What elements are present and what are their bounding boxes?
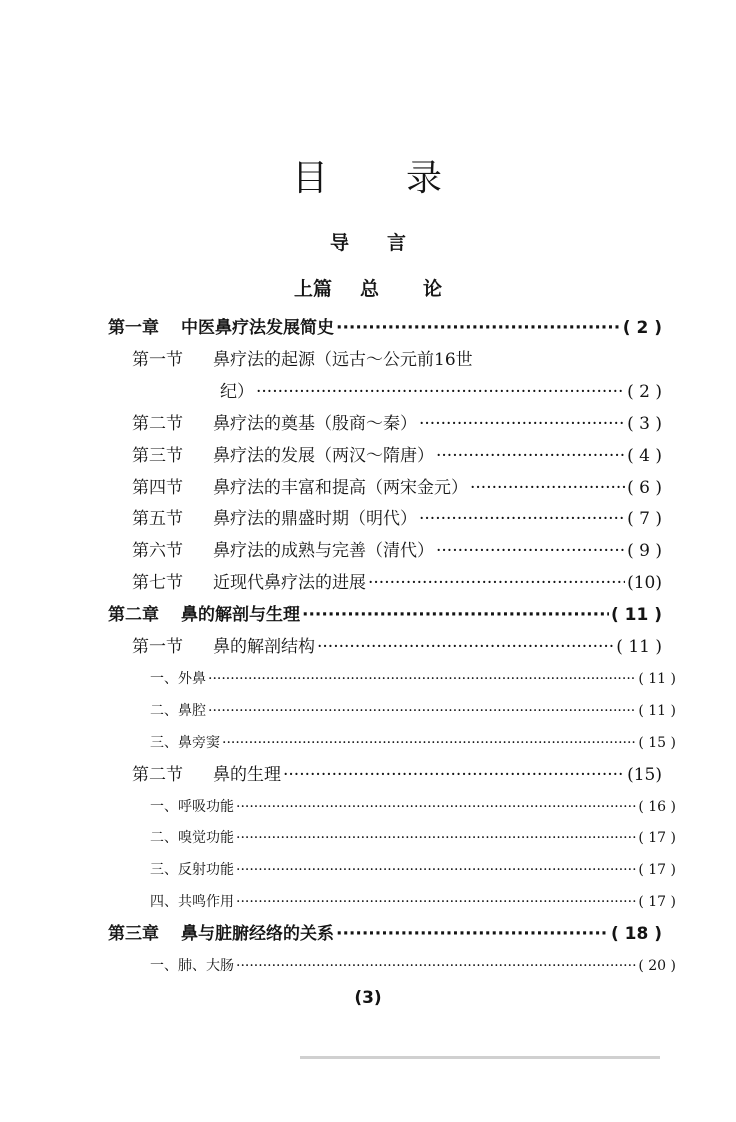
toc-entry[interactable] xyxy=(132,473,662,503)
intro-char-1: 导 xyxy=(329,232,349,254)
toc-entry-title: 鼻与脏腑经络的关系 xyxy=(181,924,334,945)
toc-entry-title: 呼吸功能 xyxy=(178,798,234,815)
toc-entry-title: 中医鼻疗法发展简史 xyxy=(181,318,334,338)
toc-entry-number: 第五节 xyxy=(132,509,183,530)
toc-entry[interactable] xyxy=(132,568,662,598)
toc-entry-page: ( 9 ) xyxy=(627,541,662,562)
title-char-1: 目 xyxy=(291,158,330,199)
toc-entry-title: 鼻疗法的发展（两汉～隋唐） xyxy=(213,445,434,466)
toc-entry[interactable] xyxy=(132,632,662,662)
toc-entry-number: 一、 xyxy=(150,958,178,974)
toc-entry-page: ( 11 ) xyxy=(638,702,676,719)
toc-entry[interactable] xyxy=(132,504,662,534)
title-char-2: 录 xyxy=(406,158,445,199)
toc-entry-page: ( 17 ) xyxy=(638,894,676,911)
toc-entry-title: 共鸣作用 xyxy=(178,894,234,911)
toc-entry[interactable] xyxy=(108,600,662,630)
toc-entry[interactable] xyxy=(150,855,676,885)
dot-leader xyxy=(236,951,636,981)
toc-entry-number: 第三章 xyxy=(108,924,159,945)
toc-entry[interactable] xyxy=(132,345,662,375)
dot-leader xyxy=(236,855,636,885)
toc-entry-number: 第六节 xyxy=(132,541,183,562)
toc-entry[interactable] xyxy=(150,887,676,917)
toc-entry-number: 三、 xyxy=(150,862,178,879)
toc-entry[interactable] xyxy=(150,951,676,981)
toc-entry-number: 第二节 xyxy=(132,764,183,785)
dot-leader xyxy=(419,409,625,439)
toc-entry[interactable] xyxy=(150,823,676,853)
toc-entry-title: 外鼻 xyxy=(178,670,206,687)
page-number: (3) xyxy=(354,988,382,1008)
toc-entry-title: 鼻疗法的丰富和提高（两宋金元） xyxy=(213,477,468,498)
toc-entry-title: 嗅觉功能 xyxy=(178,830,234,847)
dot-leader xyxy=(470,473,625,503)
dot-leader xyxy=(436,441,625,471)
toc-entry-title: 鼻疗法的成熟与完善（清代） xyxy=(213,541,434,562)
toc-entry-title: 鼻旁窦 xyxy=(178,734,220,751)
toc-entry-page: (15) xyxy=(627,764,662,785)
toc-entry-title: 鼻的生理 xyxy=(213,764,281,785)
toc-entry-page: ( 15 ) xyxy=(638,734,676,751)
toc-entry-number: 三、 xyxy=(150,734,178,751)
intro-char-2: 言 xyxy=(387,232,407,254)
toc-entry-title: 肺、大肠 xyxy=(178,958,234,974)
toc-entry-number: 一、 xyxy=(150,670,178,687)
dot-leader xyxy=(236,823,636,853)
toc-entry-title: 鼻的解剖结构 xyxy=(213,637,315,657)
dot-leader xyxy=(302,600,609,630)
dot-leader xyxy=(236,887,636,917)
toc-entry-number: 第四节 xyxy=(132,477,183,498)
toc-entry[interactable] xyxy=(132,409,662,439)
part-word-1: 总 xyxy=(359,278,379,300)
dot-leader xyxy=(368,568,625,598)
toc-entry[interactable] xyxy=(150,664,676,694)
toc-entry[interactable] xyxy=(132,441,662,471)
toc-entry-page: ( 11 ) xyxy=(616,637,662,657)
toc-entry[interactable] xyxy=(108,919,662,949)
toc-entry[interactable] xyxy=(150,728,676,758)
toc-entry-page: ( 20 ) xyxy=(638,958,676,974)
dot-leader xyxy=(436,536,625,566)
dot-leader xyxy=(256,377,625,407)
toc-entry-number: 二、 xyxy=(150,702,178,719)
toc-entry-title: 近现代鼻疗法的进展 xyxy=(213,573,366,594)
toc-entry-page: ( 11 ) xyxy=(610,605,662,626)
toc-entry-number: 第七节 xyxy=(132,573,183,594)
toc-entry-title: 鼻疗法的奠基（殷商～秦） xyxy=(213,413,417,434)
toc-entry-number: 第一节 xyxy=(132,637,183,657)
toc-entry-number: 一、 xyxy=(150,798,178,815)
dot-leader xyxy=(283,760,625,790)
toc-entry-number: 第一节 xyxy=(132,349,183,370)
part-word-2: 论 xyxy=(423,278,443,300)
dot-leader xyxy=(336,919,609,949)
dot-leader xyxy=(336,313,621,343)
toc-entry-page: ( 3 ) xyxy=(627,413,662,434)
intro-heading xyxy=(0,228,736,255)
toc-entry[interactable] xyxy=(108,313,662,343)
part-heading xyxy=(0,274,736,301)
toc-entry-page: ( 4 ) xyxy=(627,445,662,466)
toc-entry[interactable] xyxy=(132,536,662,566)
toc-entry-number: 第二节 xyxy=(132,413,183,434)
toc-entry-number: 第一章 xyxy=(108,318,159,338)
toc-entry[interactable] xyxy=(132,760,662,790)
toc-entry-page: ( 17 ) xyxy=(638,862,676,879)
toc-entry-page: ( 17 ) xyxy=(638,830,676,847)
dot-leader xyxy=(317,632,614,662)
toc-entry-title: 鼻疗法的起源（远古～公元前16世 xyxy=(213,349,473,370)
toc-entry-number: 二、 xyxy=(150,830,178,847)
toc-entry-number: 第二章 xyxy=(108,605,159,626)
toc-entry[interactable] xyxy=(150,792,676,822)
toc-entry-number: 第三节 xyxy=(132,445,183,466)
toc-entry[interactable] xyxy=(150,696,676,726)
toc-entry-page: ( 16 ) xyxy=(638,798,676,815)
toc-entry-page: ( 11 ) xyxy=(638,670,676,687)
toc-entry-page: ( 6 ) xyxy=(627,477,662,498)
dot-leader xyxy=(208,696,636,726)
toc-entry-number: 四、 xyxy=(150,894,178,911)
part-label: 上篇 xyxy=(293,278,332,300)
scan-smudge xyxy=(300,1056,660,1059)
dot-leader xyxy=(419,504,625,534)
toc-entry-title: 鼻疗法的鼎盛时期（明代） xyxy=(213,509,417,530)
toc-entry-page: ( 7 ) xyxy=(627,509,662,530)
dot-leader xyxy=(222,728,636,758)
toc-entry-title: 鼻腔 xyxy=(178,702,206,719)
toc-entry-page: ( 18 ) xyxy=(610,924,662,945)
toc-entry-page: (10) xyxy=(627,573,662,594)
dot-leader xyxy=(236,792,636,822)
toc-entry-title: 反射功能 xyxy=(178,862,234,879)
toc-entry-title: 纪） xyxy=(220,381,254,402)
toc-entry-page: ( 2 ) xyxy=(627,381,662,402)
toc-entry[interactable] xyxy=(220,377,662,407)
toc-entry-page: ( 2 ) xyxy=(622,318,662,338)
toc-entry-title: 鼻的解剖与生理 xyxy=(181,605,300,626)
dot-leader xyxy=(208,664,636,694)
page-title xyxy=(0,150,736,201)
